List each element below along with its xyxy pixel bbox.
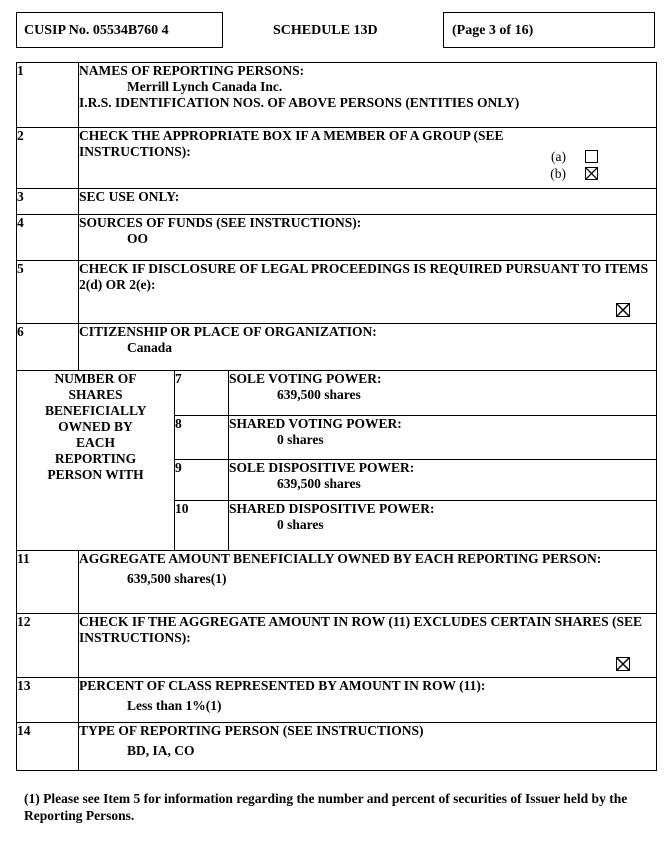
percent-of-class-value: Less than 1%(1) — [127, 698, 222, 713]
row-number: 10 — [175, 501, 229, 551]
row-number: 2 — [17, 128, 79, 189]
beneficial-ownership-label: NUMBER OF SHARES BENEFICIALLY OWNED BY EACH REPORTING PERSON WITH — [17, 371, 175, 551]
excludes-shares-checkbox[interactable] — [616, 657, 630, 671]
row-title: TYPE OF REPORTING PERSON (SEE INSTRUCTIONS) — [79, 723, 424, 738]
row-title-line-2: INSTRUCTIONS): — [79, 144, 191, 159]
row-number: 6 — [17, 324, 79, 371]
row-number: 13 — [17, 678, 79, 723]
option-b-label: (b) — [550, 166, 566, 181]
row-6 — [17, 324, 657, 371]
row-5 — [17, 261, 657, 324]
row-3 — [17, 189, 657, 215]
aggregate-amount-value: 639,500 shares(1) — [127, 571, 227, 586]
row-title: SHARED VOTING POWER: — [229, 416, 402, 431]
cusip-number: CUSIP No. 05534B760 4 — [24, 23, 169, 38]
row-14-content — [79, 723, 657, 771]
row-number: 12 — [17, 614, 79, 678]
row-7 — [17, 371, 657, 416]
row-title: SOLE DISPOSITIVE POWER: — [229, 460, 415, 475]
row-2 — [17, 128, 657, 189]
row-number: 14 — [17, 723, 79, 771]
row-10-content — [229, 501, 657, 551]
group-checkbox-b[interactable] — [585, 167, 598, 180]
row-title: AGGREGATE AMOUNT BENEFICIALLY OWNED BY EACH REPORTING PERSON: — [79, 551, 602, 566]
legal-proceedings-checkbox[interactable] — [616, 303, 630, 317]
checked-x-icon — [617, 304, 629, 316]
row-number: 9 — [175, 460, 229, 501]
row-4-content — [79, 215, 657, 261]
row-13-content — [79, 678, 657, 723]
row-2-content — [79, 128, 657, 189]
row-number: 1 — [17, 63, 79, 128]
row-number: 7 — [175, 371, 229, 416]
row-title: SHARED DISPOSITIVE POWER: — [229, 501, 435, 516]
sole-voting-power-value: 639,500 shares — [277, 387, 361, 402]
shared-voting-power-value: 0 shares — [277, 432, 324, 447]
row-1 — [17, 63, 657, 128]
row-number: 11 — [17, 551, 79, 614]
shared-dispositive-power-value: 0 shares — [277, 517, 324, 532]
row-title: SEC USE ONLY: — [79, 189, 657, 215]
row-12-content — [79, 614, 657, 678]
reporting-person-name: Merrill Lynch Canada Inc. — [127, 79, 283, 94]
row-13 — [17, 678, 657, 723]
option-a-label: (a) — [551, 149, 566, 164]
row-title: CHECK IF DISCLOSURE OF LEGAL PROCEEDINGS IS REQUIRED PURSUANT TO ITEMS 2(d) OR 2(e): — [79, 261, 649, 292]
row-title: SOURCES OF FUNDS (SEE INSTRUCTIONS): — [79, 215, 362, 230]
row-1-content — [79, 63, 657, 128]
row-8-content — [229, 416, 657, 460]
row-14 — [17, 723, 657, 771]
row-title: SOLE VOTING POWER: — [229, 371, 382, 386]
row-11-content — [79, 551, 657, 614]
row-title: CHECK IF THE AGGREGATE AMOUNT IN ROW (11) EXCLUDES CERTAIN SHARES (SEE INSTRUCTIONS): — [79, 614, 643, 645]
row-11 — [17, 551, 657, 614]
reporting-person-type-value: BD, IA, CO — [127, 743, 195, 758]
row-number: 8 — [175, 416, 229, 460]
row-title: CITIZENSHIP OR PLACE OF ORGANIZATION: — [79, 324, 377, 339]
irs-identification-label: I.R.S. IDENTIFICATION NOS. OF ABOVE PERSONS (ENTITIES ONLY) — [79, 95, 520, 110]
checked-x-icon — [586, 168, 597, 179]
sole-dispositive-power-value: 639,500 shares — [277, 476, 361, 491]
row-number: 4 — [17, 215, 79, 261]
row-5-content — [79, 261, 657, 324]
citizenship-value: Canada — [127, 340, 173, 355]
page-indicator: (Page 3 of 16) — [452, 23, 534, 38]
row-7-content — [229, 371, 657, 416]
group-checkbox-a[interactable] — [585, 150, 598, 163]
footnote: (1) Please see Item 5 for information regarding the number and percent of securities of Issuer held by the Reporting Persons. — [24, 791, 628, 823]
row-title: NAMES OF REPORTING PERSONS: — [79, 63, 305, 78]
row-title: PERCENT OF CLASS REPRESENTED BY AMOUNT IN ROW (11): — [79, 678, 486, 693]
row-9-content — [229, 460, 657, 501]
row-number: 3 — [17, 189, 79, 215]
row-6-content — [79, 324, 657, 371]
row-12 — [17, 614, 657, 678]
row-title-line-1: CHECK THE APPROPRIATE BOX IF A MEMBER OF A GROUP (SEE — [79, 128, 504, 143]
schedule-13d-cover-table — [16, 62, 657, 771]
checked-x-icon — [617, 658, 629, 670]
schedule-title: SCHEDULE 13D — [273, 23, 378, 38]
source-of-funds-value: OO — [127, 231, 149, 246]
row-4 — [17, 215, 657, 261]
row-number: 5 — [17, 261, 79, 324]
